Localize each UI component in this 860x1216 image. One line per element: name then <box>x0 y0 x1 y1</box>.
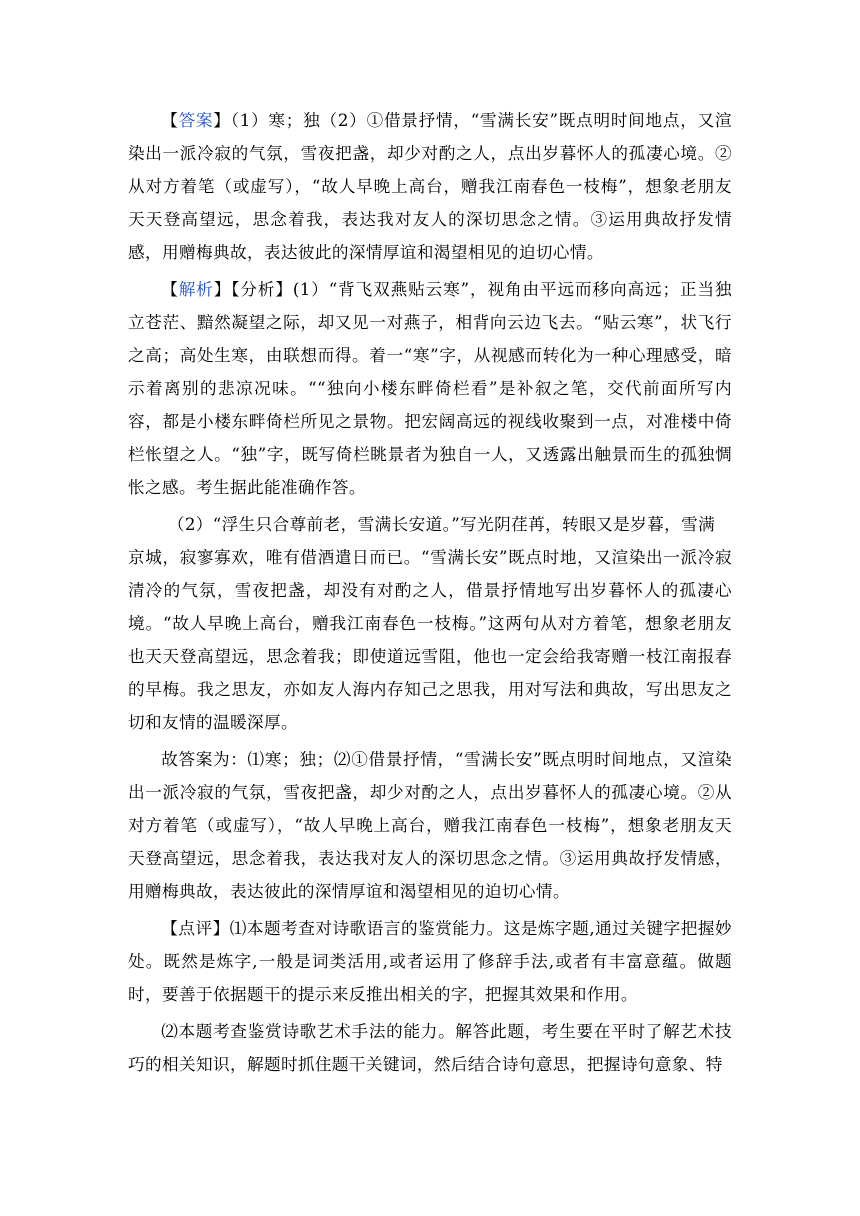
analysis-part2-lead: （2）“浮生只合尊前老，雪满长安道。”写光阴荏苒，转眼又是岁暮，雪满 <box>167 515 716 534</box>
analysis-part2-text: 京城，寂寥寡欢，唯有借酒遣日而已。“雪满长安”既点时地，又渲染出一派冷寂清冷的气氛，雪夜把盏，却没有对酌之人，借景抒情地写出岁暮怀人的孤凄心境。“故人早晚上高台，赠我江南春色一枝梅。”这两句从对方着笔，想象老朋友也天天登高望远，思念着我；即使道远雪阻，他也一定会给我寄赠一枝江南报春的早梅。我之思友，亦如友人海内存知己之思我，用对写法和典故，写出思友之切和友情的温暖深厚。 <box>128 548 732 732</box>
answer-text: （1）寒；独（2）①借景抒情，“雪满长安”既点明时间地点，又渲染出一派冷寂的气氛，雪夜把盏，却少对酌之人，点出岁暮怀人的孤凄心境。②从对方着笔（或虚写），“故人早晚上高台，赠我江南春色一枝梅”，想象老朋友天天登高望远，思念着我，表达我对友人的深切思念之情。③运用典故抒发情感，用赠梅典故，表达彼此的深情厚谊和渴望相见的迫切心情。 <box>128 111 732 262</box>
analysis-text: 【分析】(1）“背飞双燕贴云寒”，视角由平远而移向高远；正当独立苍茫、黯然凝望之际，却又见一对燕子，相背向云边飞去。“贴云寒”，状飞行之高；高处生寒，由联想而得。着一“寒”字，从视感而转化为一种心理感受，暗示着离别的悲凉况味。““独向小楼东畔倚栏看”是补叙之笔，交代前面所写内容，都是小楼东畔倚栏所见之景物。把宏阔高远的视线收聚到一点，对准楼中倚栏怅望之人。“独”字，既写倚栏眺景者为独自一人，又透露出触景而生的孤独惆怅之感。考生据此能准确作答。 <box>128 280 732 497</box>
analysis-label-open: 【 <box>161 280 179 299</box>
answer-paragraph <box>128 104 732 269</box>
analysis-label-close: 】 <box>213 280 232 299</box>
answer-label: 答案 <box>178 111 214 130</box>
answer-label-close: 】 <box>213 111 231 130</box>
comment-part2-paragraph: ⑵本题考查鉴赏诗歌艺术手法的能力。解答此题，考生要在平时了解艺术技巧的相关知识，解题时抓住题干关键词，然后结合诗句意思，把握诗句意象、特 <box>128 1022 732 1074</box>
conclusion-paragraph: 故答案为：⑴寒；独；⑵①借景抒情，“雪满长安”既点明时间地点，又渲染出一派冷寂的气氛，雪夜把盏，却少对酌之人，点出岁暮怀人的孤凄心境。②从对方着笔（或虚写），“故人早晚上高台，赠我江南春色一枝梅”，想象老朋友天天登高望远，思念着我，表达我对友人的深切思念之情。③运用典故抒发情感，用赠梅典故，表达彼此的深情厚谊和渴望相见的迫切心情。 <box>128 750 732 901</box>
analysis-paragraph <box>128 273 732 504</box>
comment-paragraph: 【点评】⑴本题考查对诗歌语言的鉴赏能力。这是炼字题,通过关键字把握妙处。既然是炼字,一般是词类活用,或者运用了修辞手法,或者有丰富意蕴。做题时，要善于依据题干的提示来反推出相关的字，把握其效果和作用。 <box>128 919 732 1004</box>
analysis-label: 解析 <box>178 280 214 299</box>
answer-label-open: 【 <box>161 111 179 130</box>
analysis-part2-paragraph <box>128 508 732 739</box>
document-page <box>128 104 732 1081</box>
